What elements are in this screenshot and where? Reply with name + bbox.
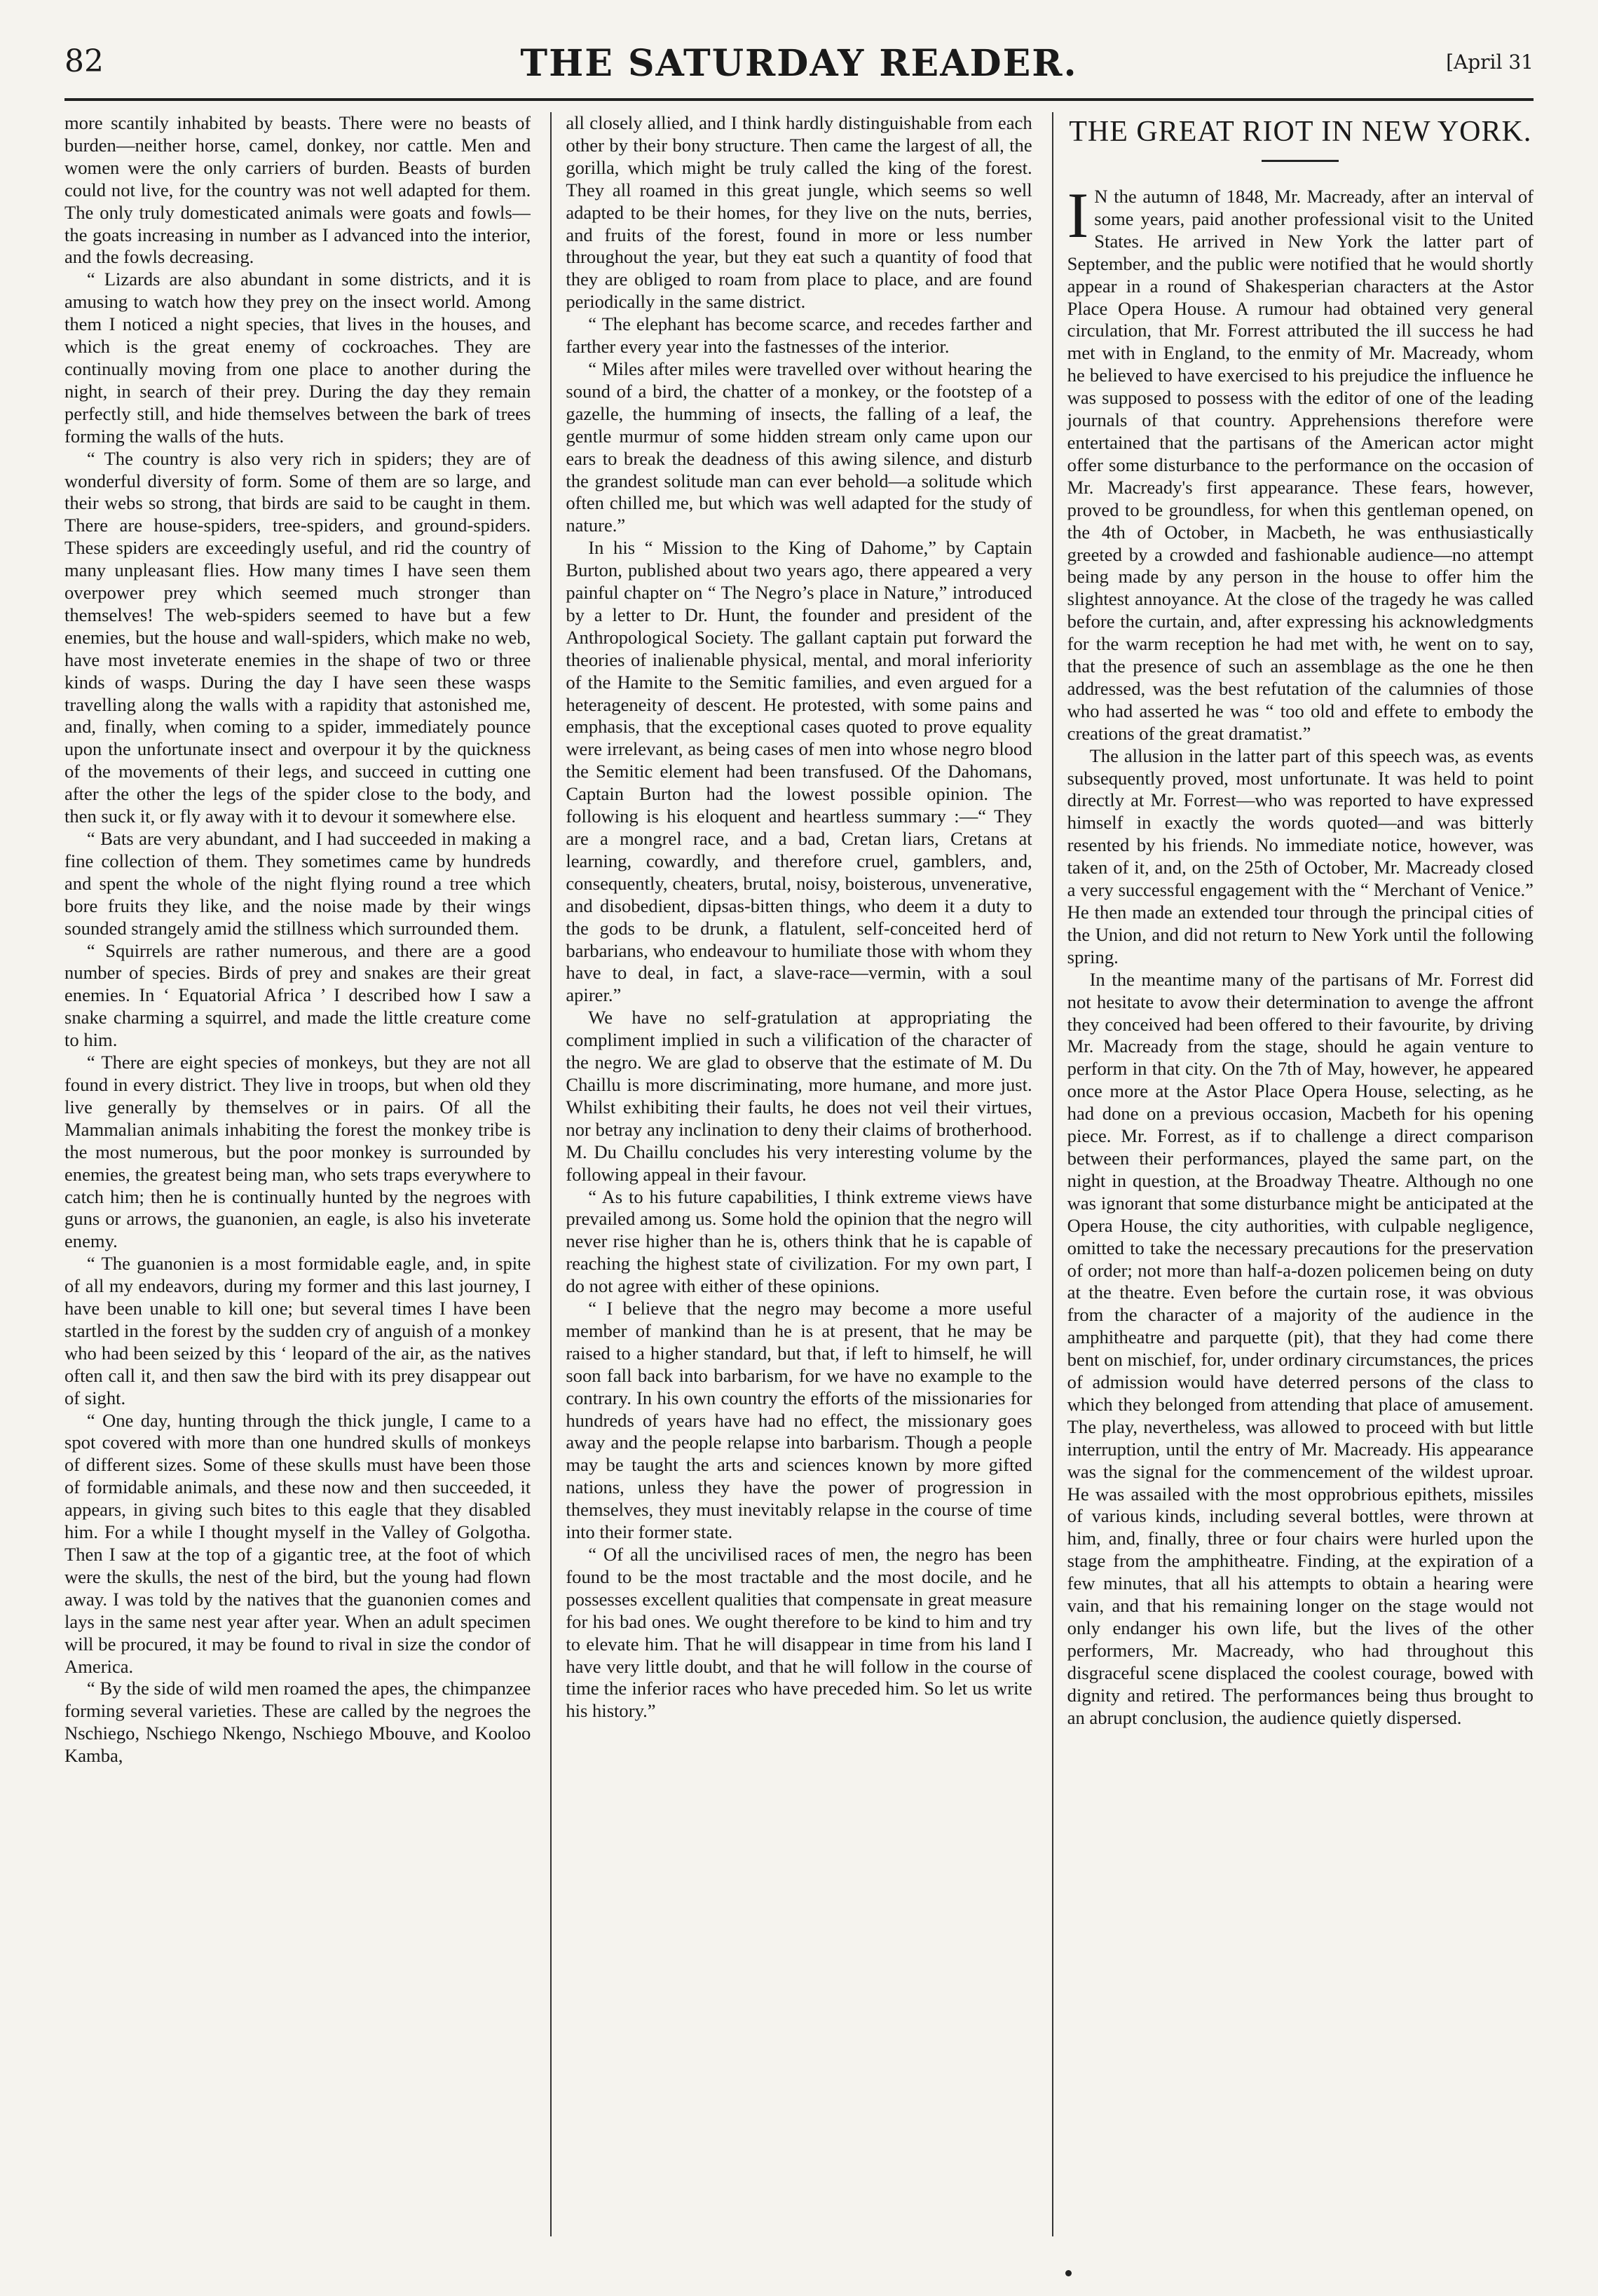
paragraph: “ The guanonien is a most formidable eagle, and, in spite of all my endeavors, during my former and this last journey, I have been unable to kill one; but several times I have been startled in the forest by the sudden cry of anguish of a monkey who had been seized by this ‘ leopard of the air, as the natives often call it, and then saw the bird with its prey disappear out of sight.	[64, 1253, 531, 1408]
drop-cap: I	[1067, 179, 1089, 251]
paragraph: “ Squirrels are rather numerous, and there are a good number of species. Birds of prey and snakes are their great enemies. In ‘ Equatorial Africa ’ I described how I saw a snake charming a squirrel, and made the little creature come to him.	[64, 939, 531, 1051]
paragraph: “ Lizards are also abundant in some districts, and it is amusing to watch how they prey on the insect world. Among them I noticed a night species, that lives in the houses, and which is the great enemy of cockroaches. They are continually moving from one place to another during the night, in search of their prey. During the day they remain perfectly still, and hide themselves between the bark of trees forming the walls of the huts.	[64, 269, 531, 447]
header-rule	[64, 98, 1534, 101]
column-3	[1052, 112, 1534, 2236]
title-rule	[1262, 160, 1339, 162]
article-title: THE GREAT RIOT IN NEW YORK.	[1069, 116, 1532, 148]
paragraph: “ The elephant has become scarce, and recedes farther and farther every year into the fastnesses of the interior.	[566, 313, 1032, 358]
paragraph: “ The country is also very rich in spiders; they are of wonderful diversity of form. Some of them are so large, and their webs so strong, that birds are said to be caught in them. There are house-spiders, tree-spiders, and ground-spiders. These spiders are exceedingly useful, and rid the country of many unpleasant flies. How many times I have seen them overpower prey which seemed much stronger than themselves! The web-spiders seemed to have but a few enemies, but the house and wall-spiders, which make no web, have most inveterate enemies in the shape of two or three kinds of wasps. During the day I have seen these wasps travelling along the walls with a rapidity that astonished me, and, finally, when coming to a spider, immediately pounce upon the unfortunate insect and overpour it by the quickness of the movements of their legs, and succeed in cutting one after the other the legs of the spider close to the body, and then suck it, or fly away with it to devour it somewhere else.	[64, 447, 531, 827]
paragraph: more scantily inhabited by beasts. There were no beasts of burden—neither horse, camel, donkey, nor cattle. Men and women were the only carriers of burden. Beasts of burden could not live, for the country was not well adapted for them. The only truly domesticated animals were goats and fowls—the goats increasing in number as I advanced into the interior, and the fowls decreasing.	[64, 112, 531, 268]
page-number: 82	[64, 43, 104, 79]
paragraph: “ As to his future capabilities, I think extreme views have prevailed among us. Some hold the opinion that the negro will never rise higher than he is, others think that he is capable of reaching the highest state of civilization. For my own part, I do not agree with either of these opinions.	[566, 1186, 1032, 1297]
paragraph: all closely allied, and I think hardly distinguishable from each other by their bony structure. Then came the largest of all, the gorilla, which might be truly called the king of the forest. They all roamed in this great jungle, which seems so well adapted to be their homes, for they live on the nuts, berries, and fruits of the forest, found in more or less number throughout the year, but they eat such a quantity of food that they are obliged to roam from place to place, and are found periodically in the same district.	[566, 112, 1032, 313]
paragraph: The allusion in the latter part of this speech was, as events subsequently proved, most unfortunate. It was held to point directly at Mr. Forrest—who was reported to have expressed himself in exactly the words quoted—and was bitterly resented by his friends. No immediate notice, however, was taken of it, and, on the 25th of October, Mr. Macready closed a very successful engagement with the “ Merchant of Venice.” He then made an extended tour through the principal cities of the Union, and did not return to New York until the following spring.	[1067, 745, 1534, 967]
running-title: THE SATURDAY READER.	[520, 42, 1078, 85]
paragraph: In his “ Mission to the King of Dahome,” by Captain Burton, published about two years ago, there appeared a very painful chapter on “ The Negro’s place in Nature,” introduced by a letter to Dr. Hunt, the founder and president of the Anthropological Society. The gallant captain put forward the theories of inalienable physical, mental, and moral inferiority of the Hamite to the Semitic families, and even argued for a heterageneity of descent. He protested, with some pains and emphasis, that the exceptional cases quoted to prove equality were irrelevant, as being cases of men into whose negro blood the Semitic element had been transfused. Of the Dahomans, Captain Burton had the lowest possible opinion. The following is his eloquent and heartless summary :—“ They are a mongrel race, and a bad, Cretan liars, Cretans at learning, cowardly, and therefore cruel, gamblers, and, consequently, cheaters, brutal, noisy, boisterous, unvenerative, and disobedient, dipsas-bitten things, who deem it a duty to the gods to be drunk, a flatulent, self-conceited herd of barbarians, who endeavour to humiliate those with whom they have to deal, in fact, a slave-race—vermin, with a soul apirer.”	[566, 537, 1032, 1006]
paragraph: “ I believe that the negro may become a more useful member of mankind than he is at present, that he may be raised to a higher standard, but that, if left to himself, he will soon fall back into barbarism, for we have no example to the contrary. In his own country the efforts of the missionaries for hundreds of years have had no effect, the missionary goes away and the people relapse into barbarism. Though a people may be taught the arts and sciences known by more gifted nations, unless they have the power of progression in themselves, they must inevitably relapse in the course of time into their former state.	[566, 1298, 1032, 1543]
paragraph: “ Of all the uncivilised races of men, the negro has been found to be the most tractable and the most docile, and he possesses excellent qualities that compensate in great measure for his bad ones. We ought therefore to be kind to him and try to elevate him. That he will disappear in time from his land I have very little doubt, and that he will follow in the course of time the inferior races who have preceded him. So let us write his history.”	[566, 1544, 1032, 1722]
column-2	[550, 112, 1032, 2236]
paragraph: “ Bats are very abundant, and I had succeeded in making a fine collection of them. They sometimes came by hundreds and spent the whole of the night flying round a tree which bore fruits they like, and the noise made by their wings sounded strangely amid the stillness which surrounded them.	[64, 828, 531, 939]
text-columns	[64, 112, 1534, 2236]
column-1	[64, 112, 531, 2236]
paragraph: “ One day, hunting through the thick jungle, I came to a spot covered with more than one hundred skulls of monkeys of different sizes. Some of these skulls must have been those of formidable animals, and these now and then succeeded, it appears, in giving such bites to this eagle that they disabled him. For a while I thought myself in the Valley of Golgotha. Then I saw at the top of a gigantic tree, at the foot of which were the skulls, the nest of the bird, but the young had flown away. I was told by the natives that the guanonien comes and lays in the same nest year after year. When an adult specimen will be procured, it may be found to rival in size the condor of America.	[64, 1409, 531, 1677]
paragraph: In the meantime many of the partisans of Mr. Forrest did not hesitate to avow their determination to avenge the affront they conceived had been offered to their favourite, by driving Mr. Macready from the stage, should he again venture to perform in that city. On the 7th of May, however, he appeared once more at the Astor Place Opera House, selecting, as he had done on a previous occasion, Macbeth for his opening piece. Mr. Forrest, as if to challenge a direct comparison between their performances, played the same part, on the night in question, at the Broadway Theatre. Although no one was ignorant that some disturbance might be anticipated at the Opera House, the city authorities, with culpable negligence, omitted to take the necessary precautions for the preservation of order; not more than half-a-dozen policemen being on duty at the theatre. Even before the curtain rose, it was obvious from the character of a majority of the audience in the amphitheatre and parquette (pit), that they had come there bent on mischief, for, under ordinary circumstances, the prices of admission would have deterred persons of the class to which they belonged from attending that place of amusement. The play, nevertheless, was allowed to proceed with but little interruption, until the entry of Mr. Macready. His appearance was the signal for the commencement of the wildest uproar. He was assailed with the most opprobrious epithets, missiles of various kinds, including several bottles, were thrown at him, and, finally, three or four chairs were hurled upon the stage from the amphitheatre. Finding, at the expiration of a few minutes, that all his attempts to obtain a hearing were vain, and that his remaining longer on the stage would not only endanger his own life, but the lives of the other performers, Mr. Macready, who had throughout this disgraceful scene displaced the coolest courage, bowed with dignity and retired. The performances being thus brought to an abrupt conclusion, the audience quietly dispersed.	[1067, 968, 1534, 1728]
issue-date: [April 31	[1446, 50, 1534, 74]
paragraph	[1067, 179, 1534, 745]
paragraph-text: N the autumn of 1848, Mr. Macready, after an interval of some years, paid another professional visit to the United States. He arrived in New York the latter part of September, and the public were notified that he would shortly appear in a round of Shakesperian characters at the Astor Place Opera House. A rumour had obtained very general circulation, that Mr. Forrest attributed the ill success he had met with in England, to the enmity of Mr. Macready, whom he believed to have exercised to his prejudice the influence he was supposed to possess with the editor of one of the leading journals of that country. Apprehensions therefore were entertained that the partisans of the American actor might offer some disturbance to the performance on the occasion of Mr. Macready's first appearance. These fears, however, proved to be groundless, for when this gentleman opened, on the 4th of October, in Macbeth, he was enthusiastically greeted by a crowded and fashionable audience—no attempt being made by any person in the house to offer him the slightest annoyance. At the close of the tragedy he was called before the curtain, and, after expressing his acknowledgments for the warm reception he had met with, he went on to say, that the presence of such an assemblage as the one he then addressed, was the best refutation of the calumnies of those who had asserted he was “ too old and effete to embody the creations of the great dramatist.”	[1067, 186, 1534, 744]
paragraph: “ There are eight species of monkeys, but they are not all found in every district. They live in troops, but when old they live generally by themselves or in pairs. Of all the Mammalian animals inhabiting the forest the monkey tribe is the most numerous, but the poor monkey is surrounded by enemies, the greatest being man, who sets traps everywhere to catch him; then he is continually hunted by the negroes with guns or arrows, the guanonien, an eagle, is also his inveterate enemy.	[64, 1052, 531, 1252]
page-header	[64, 42, 1534, 91]
paragraph: We have no self-gratulation at appropriating the compliment implied in such a vilification of the character of the negro. We are glad to observe that the estimate of M. Du Chaillu is more discriminating, more humane, and more just. Whilst exhibiting their faults, he does not veil their virtues, nor betray any inclination to deny their claims of brotherhood. M. Du Chaillu concludes his very interesting volume by the following appeal in their favour.	[566, 1007, 1032, 1185]
paragraph: “ By the side of wild men roamed the apes, the chimpanzee forming several varieties. These are called by the negroes the Nschiego, Nschiego Nkengo, Nschiego Mbouve, and Kooloo Kamba,	[64, 1678, 531, 1767]
paragraph: “ Miles after miles were travelled over without hearing the sound of a bird, the chatter of a monkey, or the footstep of a gazelle, the humming of insects, the falling of a leaf, the gentle murmur of some hidden stream only came upon our ears to break the deadness of this awing silence, and disturb the grandest solitude man can ever behold—a solitude which often chilled me, but which was well adapted for the study of nature.”	[566, 358, 1032, 536]
bottom-ornament	[1065, 2270, 1072, 2276]
